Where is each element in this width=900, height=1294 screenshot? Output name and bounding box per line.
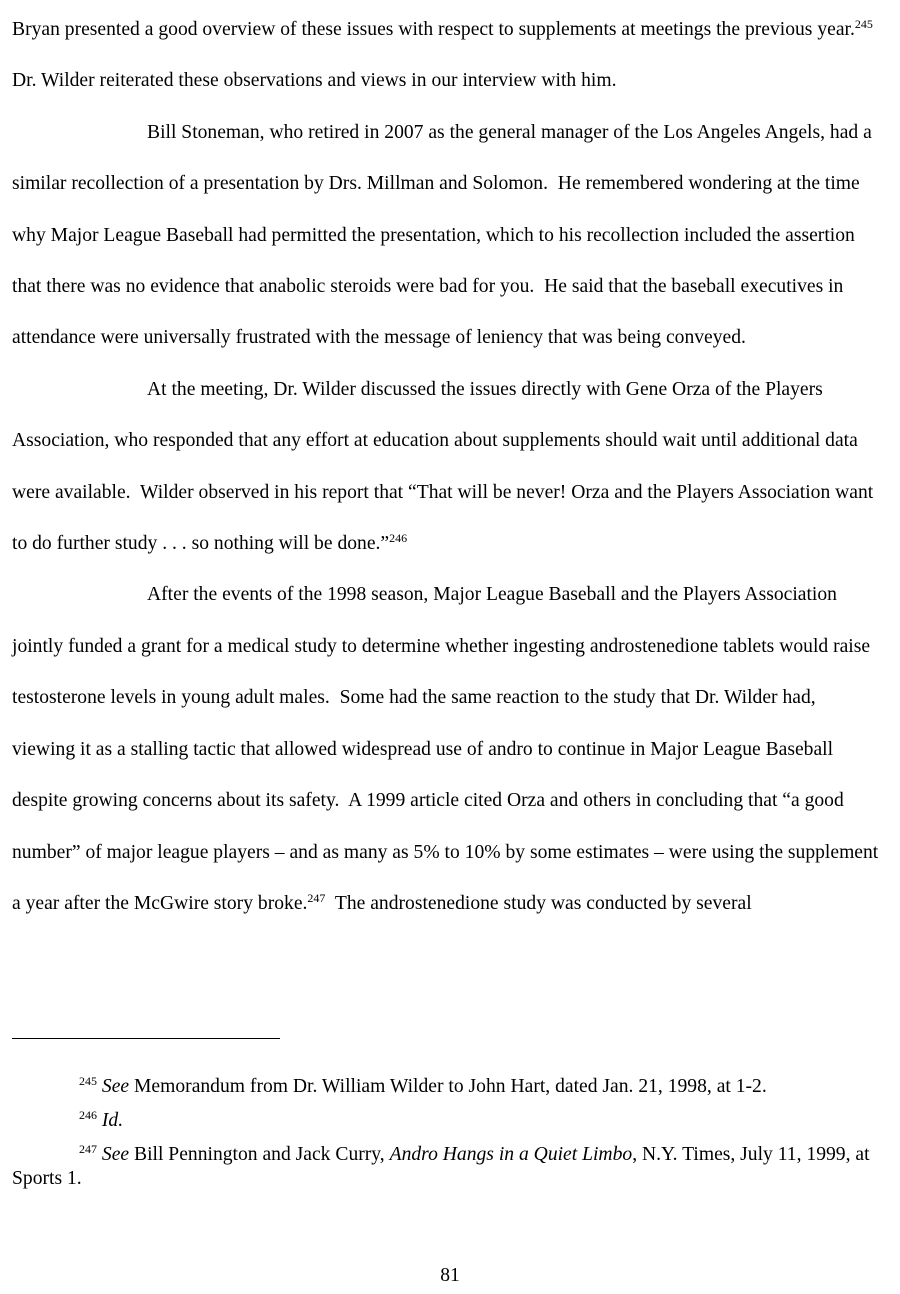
page-number: 81 — [440, 1265, 460, 1286]
footnote-divider — [12, 1038, 280, 1039]
footnote-ref-245[interactable]: 245 — [854, 17, 873, 31]
paragraph-1: Bryan presented a good overview of these issues with respect to supplements at meetings the previous year.$^{245}$ Dr. Wilder reiterated these observations and views in our interview with him. — [12, 17, 883, 92]
footnote-ref-246[interactable]: 246 — [389, 531, 408, 546]
paragraph-3: At the meeting, Dr. Wilder discussed the issues directly with Gene Orza of the Players Association, who responded that any effort at education about supplements should wait until additional data were available. Wilder observed in his report that “That will be never! Orza and the Players Association want to do further study . . . so nothing will be done.”$^{246}$ — [12, 378, 879, 555]
footnote-246: $^{246}$ Id. — [79, 1108, 124, 1131]
footnotes — [12, 1075, 880, 1201]
body-text — [12, 4, 884, 929]
footnote-247: $^{247}$ See Bill Pennington and Jack Curry, Andro Hangs in a Quiet Limbo, N.Y. Times, July 11, 1999, at Sports 1. — [12, 1142, 875, 1189]
footnote-245: $^{245}$ See Memorandum from Dr. William Wilder to John Hart, dated Jan. 21, 1998, at 1-2. — [79, 1074, 767, 1097]
paragraph-2: Bill Stoneman, who retired in 2007 as the general manager of the Los Angeles Angels, had a similar recollection of a presentation by Drs. Millman and Solomon. He remembered wondering at the time why Major League Baseball had permitted the presentation, which to his recollection included the assertion that there was no evidence that anabolic steroids were bad for you. He said that the baseball executives in attendance were universally frustrated with the message of leniency that was being conveyed. — [12, 121, 877, 349]
footnote-ref-247[interactable]: 247 — [307, 890, 326, 905]
paragraph-4: After the events of the 1998 season, Major League Baseball and the Players Association jointly funded a grant for a medical study to determine whether ingesting androstenedione tablets would raise testosterone levels in young adult males. Some had the same reaction to the study that Dr. Wilder had, viewing it as a stalling tactic that allowed widespread use of andro to continue in Major League Baseball despite growing concerns about its safety. A 1999 article cited Orza and others in concluding that “a good number” of major league players – and as many as 5% to 10% by some estimates – were using the supplement a year after the McGwire story broke.$^{247}$ The androstenedione study was conducted by several — [12, 584, 884, 914]
